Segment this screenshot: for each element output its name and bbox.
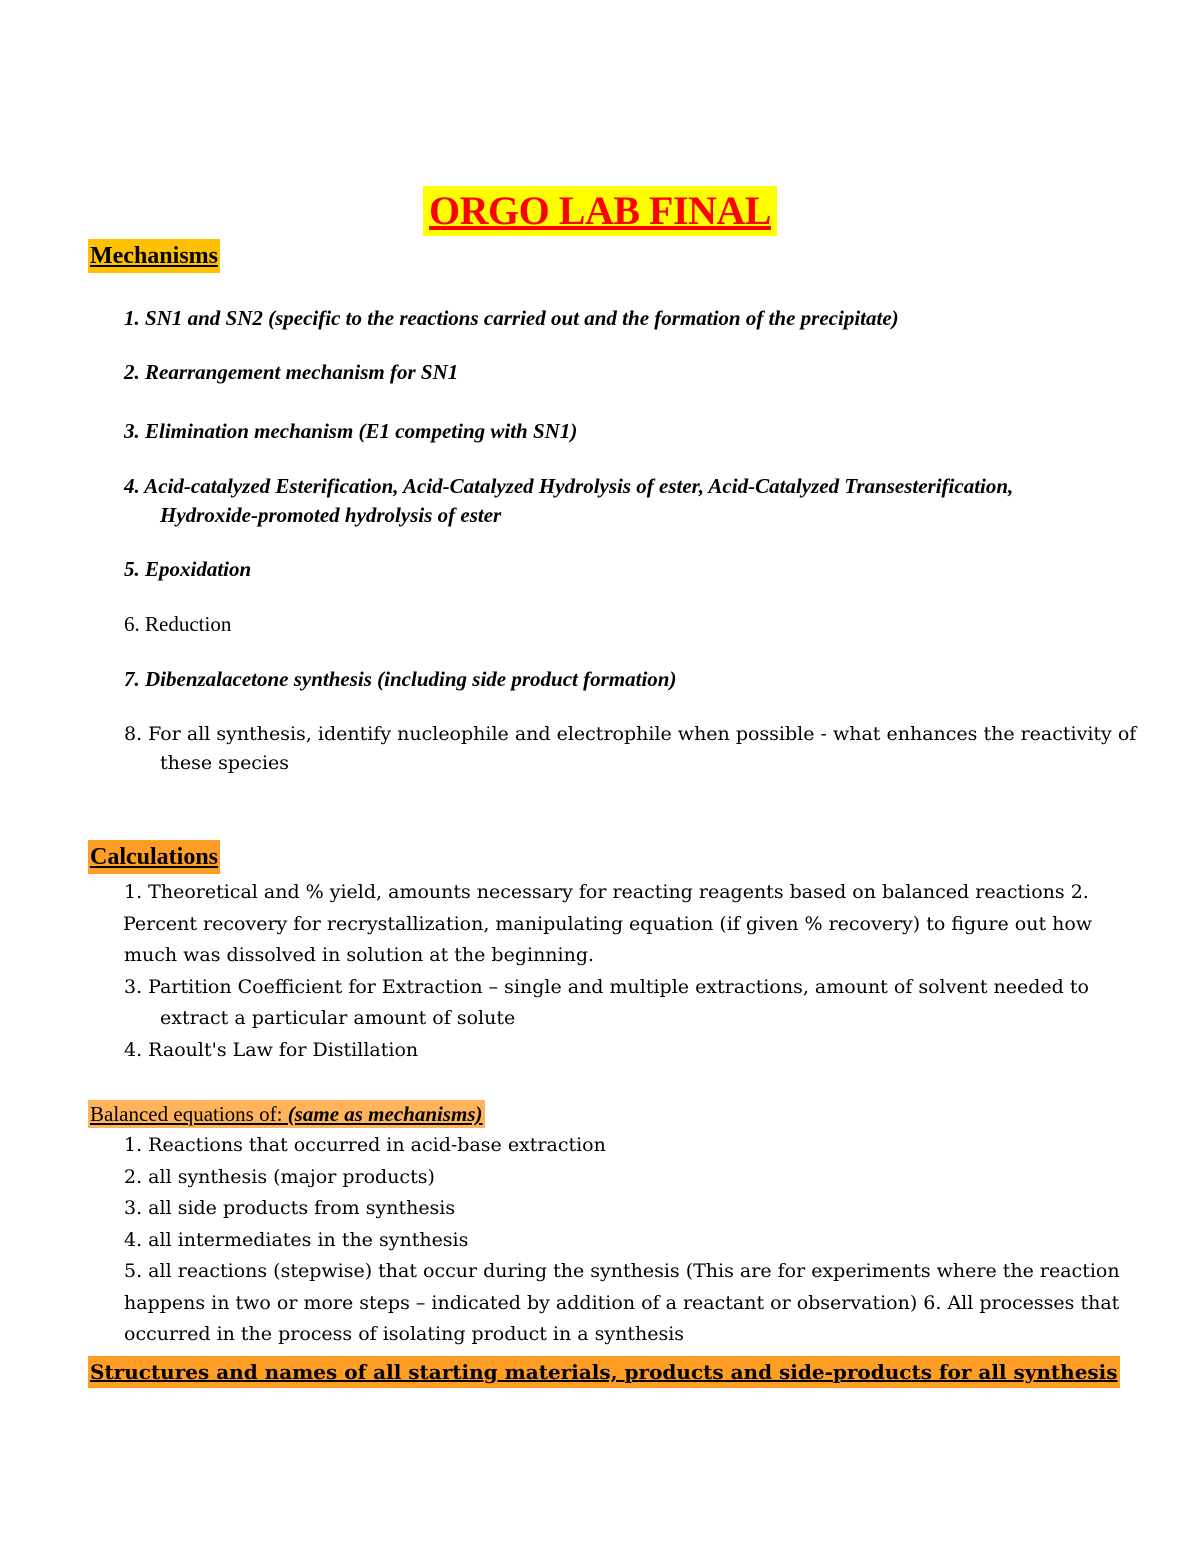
calculations-line-5: extract a particular amount of solute: [160, 1007, 516, 1029]
balanced-line-2: 2. all synthesis (major products): [124, 1165, 435, 1188]
title-wrap: [0, 186, 1200, 236]
calculations-heading: Calculations: [88, 840, 220, 874]
mechanisms-heading: Mechanisms: [88, 239, 220, 273]
page-title: ORGO LAB FINAL: [423, 186, 777, 236]
mechanism-item-7: 7. Dibenzalacetone synthesis (including side product formation): [124, 667, 677, 691]
mechanism-item-2: 2. Rearrangement mechanism for SN1: [124, 360, 459, 384]
calculations-line-2: Percent recovery for recrystallization, manipulating equation (if given % recovery) to figure out how: [123, 912, 1093, 935]
balanced-body: [124, 1130, 1164, 1351]
balanced-heading-text: Balanced equations of:: [90, 1102, 283, 1126]
mechanism-item-8-line1: 8. For all synthesis, identify nucleophile and electrophile when possible - what enhances the reactivity of: [124, 723, 1137, 745]
mechanism-item-5: 5. Epoxidation: [124, 557, 252, 581]
calculations-line-1: 1. Theoretical and % yield, amounts necessary for reacting reagents based on balanced reactions 2.: [124, 881, 1089, 903]
balanced-line-7: occurred in the process of isolating product in a synthesis: [124, 1323, 685, 1345]
calculations-body: [124, 877, 1164, 1066]
calculations-line-3: much was dissolved in solution at the beginning.: [124, 944, 595, 966]
balanced-heading-note: (same as mechanisms): [287, 1102, 483, 1126]
balanced-line-6: happens in two or more steps – indicated by addition of a reactant or observation) 6. All processes that: [124, 1291, 1120, 1314]
mechanism-item-4: [124, 472, 1174, 530]
balanced-line-4: 4. all intermediates in the synthesis: [124, 1228, 469, 1251]
mechanism-item-8-line2: these species: [160, 752, 290, 774]
mechanism-item-6: 6. Reduction: [124, 612, 232, 636]
calculations-line-4: 3. Partition Coefficient for Extraction – single and multiple extractions, amount of solvent needed to: [124, 975, 1089, 998]
mechanism-item-4-line2: Hydroxide-promoted hydrolysis of ester: [160, 503, 502, 527]
mechanism-item-3: 3. Elimination mechanism (E1 competing with SN1): [124, 419, 578, 443]
mechanism-item-1: 1. SN1 and SN2 (specific to the reactions carried out and the formation of the precipitate): [124, 306, 899, 330]
balanced-line-1: 1. Reactions that occurred in acid-base extraction: [124, 1134, 606, 1156]
mechanism-item-8: [124, 720, 1174, 778]
structures-heading: Structures and names of all starting materials, products and side-products for all synthesis: [88, 1356, 1120, 1388]
balanced-heading: [88, 1100, 485, 1128]
balanced-line-3: 3. all side products from synthesis: [124, 1197, 456, 1219]
calculations-line-6: 4. Raoult's Law for Distillation: [124, 1038, 419, 1061]
balanced-line-5: 5. all reactions (stepwise) that occur during the synthesis (This are for experiments where the reaction: [124, 1260, 1120, 1282]
mechanism-item-4-line1: 4. Acid-catalyzed Esterification, Acid-Catalyzed Hydrolysis of ester, Acid-Catalyzed Transesterification,: [124, 474, 1014, 498]
